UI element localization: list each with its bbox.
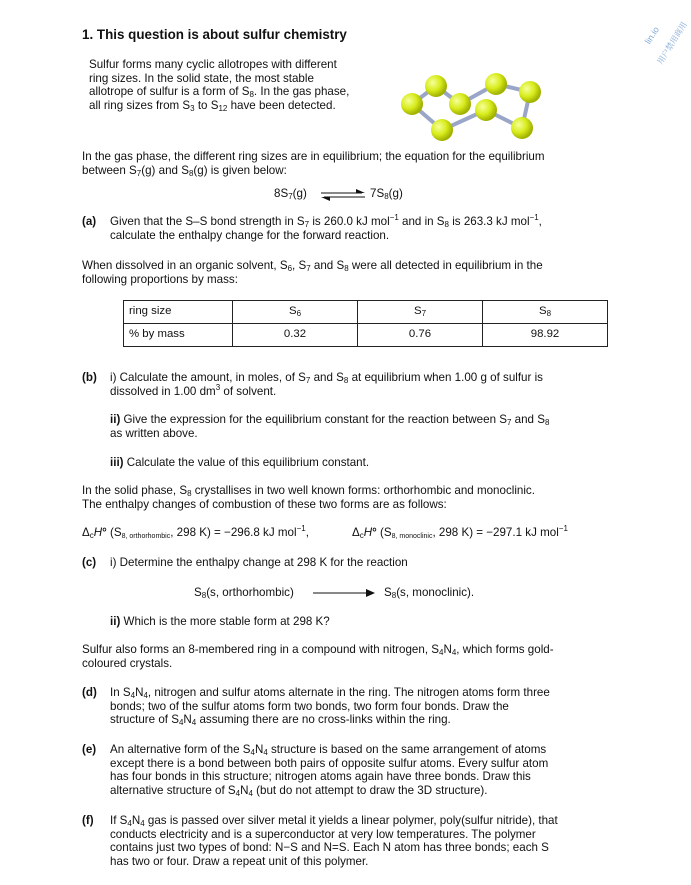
question-d-text: In $S_4N_4$, nitrogen and sulfur atoms alternate in the ring. The nitrogen atoms form three bonds; two of the sulfur atoms form two bonds, two form four bonds. Draw the structure of $S_4N_4$ assuming there are no cross-links within the ring. <box>110 686 550 728</box>
watermark-text-1: lin.io <box>642 24 662 46</box>
gas-line-2: between $S_7(g)$ and $S_8(g)$ is given below: <box>82 163 287 178</box>
table-cell-s6-value: 0.32 <box>233 324 358 347</box>
reaction-right: $S_8(s$, monoclinic). <box>384 586 475 600</box>
equilibrium-equation-right: $7S_8(g)$ <box>370 187 403 201</box>
s8-molecule-image <box>390 70 560 150</box>
solid-phase-paragraph: In the solid phase, $S_8$ crystallises in two well known forms: orthorhombic and monoclinic. The enthalpy changes of combustion of these two forms are as follows: <box>82 484 535 511</box>
ring-size-table <box>123 300 608 347</box>
molecule-atoms <box>401 73 541 141</box>
question-a-text <box>110 215 580 242</box>
question-d-label: (d) <box>82 686 97 699</box>
question-f-text: If $S_4N_4$ gas is passed over silver metal it yields a linear polymer, poly(sulfur nitride), that conducts electricity and is a superconductor at very low temperatures. The polymer contains just two types of bond: N−S and N=S. Each N atom has three bonds; each S has two or four. Draw a repeat unit of this polymer. <box>110 814 558 868</box>
table-label-percent-mass: % by mass <box>124 324 233 347</box>
intro-line-4: all ring sizes from $S_3$ to $S_{12}$ have been detected. <box>89 98 336 113</box>
enthalpy-orthorhombic: $\Delta_cH^\circ$ ($S_{8, orthorhombic}$, 298 K) = −296.8 kJ mol$^{-1}$, <box>82 524 309 540</box>
reaction-arrow-icon <box>312 587 376 599</box>
question-b-ii: ii) Give the expression for the equilibrium constant for the reaction between $S_7$ and $S_8$ as written above. <box>110 413 550 440</box>
question-c-ii: ii) Which is the more stable form at 298 K? <box>110 615 330 628</box>
watermark-text-2: 用户禁用商用 <box>655 20 689 66</box>
nitride-paragraph: Sulfur also forms an 8-membered ring in a compound with nitrogen, $S_4N_4$, which forms gold- coloured crystals. <box>82 643 554 670</box>
question-title: 1. This question is about sulfur chemistry <box>82 27 347 42</box>
qa-line-2: calculate the enthalpy change for the forward reaction. <box>110 228 390 242</box>
question-a-label: (a) <box>82 215 97 228</box>
gas-phase-paragraph <box>82 150 602 177</box>
reaction-left: $S_8(s$, orthorhombic) <box>194 586 294 600</box>
question-c-label: (c) <box>82 556 97 569</box>
question-b-iii: iii) Calculate the value of this equilibrium constant. <box>110 456 370 469</box>
table-header-s6: $S_6$ <box>233 301 358 324</box>
table-cell-s7-value: 0.76 <box>358 324 483 347</box>
equilibrium-equation-left: $8S_7(g)$ <box>274 187 307 201</box>
question-b-label: (b) <box>82 371 97 384</box>
intro-line-3: allotrope of sulfur is a form of $S_8$. In the gas phase, <box>89 85 350 100</box>
table-cell-s8-value: 98.92 <box>483 324 608 347</box>
table-row <box>124 324 608 347</box>
question-f-label: (f) <box>82 814 94 827</box>
table-header-ring-size: ring size <box>124 301 233 324</box>
gas-line-1: In the gas phase, the different ring sizes are in equilibrium; the equation for the equilibrium <box>82 150 545 163</box>
table-row <box>124 301 608 324</box>
table-header-s7: $S_7$ <box>358 301 483 324</box>
intro-line-1: Sulfur forms many cyclic allotropes with different <box>89 58 337 71</box>
table-header-s8: $S_8$ <box>483 301 608 324</box>
dissolved-line-1: When dissolved in an organic solvent, $S_6$, $S_7$ and $S_8$ were all detected in equilibrium in the <box>82 259 543 273</box>
question-b-i: i) Calculate the amount, in moles, of $S_7$ and $S_8$ at equilibrium when 1.00 g of sulfur is dissolved in 1.00 $dm^3$ of solvent. <box>110 371 543 398</box>
equilibrium-arrow-icon <box>320 188 366 202</box>
question-e-label: (e) <box>82 743 97 756</box>
dissolved-paragraph <box>82 259 602 286</box>
question-e-text: An alternative form of the $S_4N_4$ structure is based on the same arrangement of atoms except there is a bond between both pairs of opposite sulfur atoms. Every sulfur atom has four bonds in this structure; nitrogen atoms again have three bonds. Draw this alternative structure of $S_4N_4$ (but do not attempt to draw the 3D structure). <box>110 743 549 798</box>
enthalpy-monoclinic: $\Delta_cH^\circ$ ($S_{8, monoclinic}$, 298 K) = −297.1 kJ mol$^{-1}$ <box>352 524 568 540</box>
qa-line-1: Given that the S–S bond strength in $S_7$ is 260.0 kJ mol$^{-1}$ and in $S_8$ is 263.3 kJ mol$^{-1}$, <box>110 213 542 229</box>
dissolved-line-2: following proportions by mass: <box>82 272 238 286</box>
question-c-i: i) Determine the enthalpy change at 298 K for the reaction <box>110 556 408 569</box>
intro-line-2: ring sizes. In the solid state, the most stable <box>89 71 314 85</box>
watermark <box>612 0 689 66</box>
intro-paragraph <box>89 58 389 112</box>
